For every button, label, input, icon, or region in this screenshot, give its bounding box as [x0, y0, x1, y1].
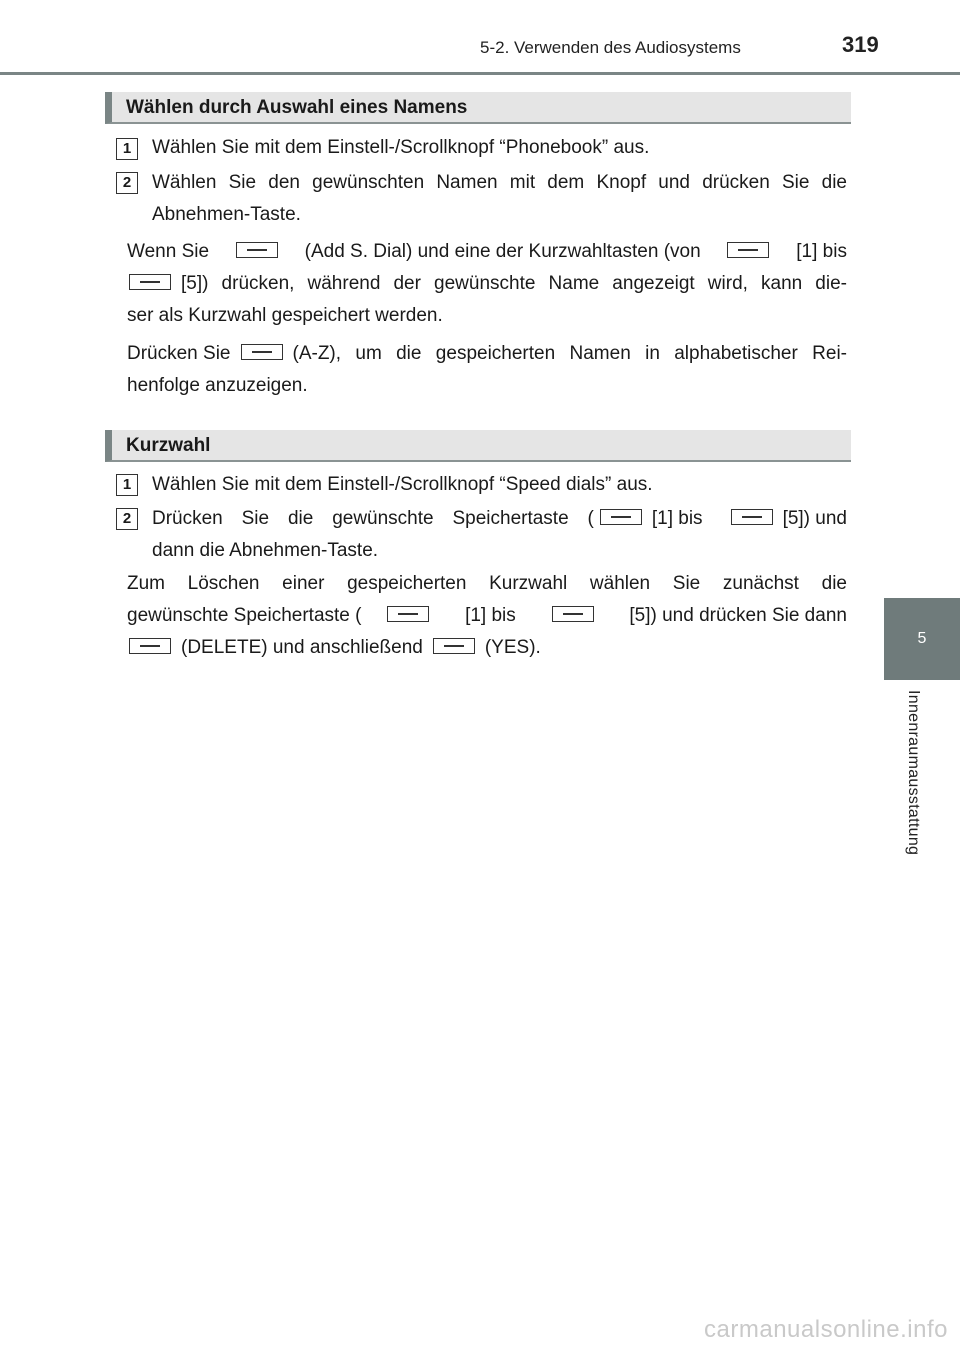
note-paragraph [127, 236, 847, 332]
step-number: 2 [116, 172, 138, 194]
note-text: (YES). [484, 637, 541, 658]
step-number: 1 [116, 474, 138, 496]
step-line: Drücken Sie die gewünschte Speichertaste ( [152, 508, 594, 529]
section-title: Wählen durch Auswahl eines Namens [126, 97, 468, 118]
note-text: Zum Löschen einer gespeicherten Kurzwahl wählen Sie zunächst die [127, 573, 847, 594]
button-key-icon [387, 606, 429, 622]
step-line: Abnehmen-Taste. [152, 204, 301, 225]
section-heading [105, 430, 851, 462]
step-number: 2 [116, 508, 138, 530]
step-line: [1] bis [651, 508, 703, 529]
button-key-icon [129, 274, 171, 290]
note-text: [5]) und drücken Sie dann [629, 605, 847, 626]
button-key-icon [727, 242, 769, 258]
step-text [152, 503, 847, 567]
note-text: [1] bis [465, 605, 516, 626]
note-text: Wenn Sie [127, 241, 210, 262]
button-key-icon [433, 638, 475, 654]
button-key-icon [241, 344, 283, 360]
note-text: henfolge anzuzeigen. [127, 375, 308, 396]
header-divider [0, 72, 960, 75]
step-text: Wählen Sie mit dem Einstell-/Scrollknopf “Speed dials” aus. [152, 474, 653, 495]
step-text: Wählen Sie mit dem Einstell-/Scrollknopf “Phonebook” aus. [152, 137, 650, 158]
note-text: Drücken Sie [127, 343, 231, 364]
button-key-icon [731, 509, 773, 525]
note-text: (A-Z), um die gespeicherten Namen in alphabetischer Rei- [292, 343, 847, 364]
chapter-title: Innenraumausstattung [905, 690, 922, 856]
watermark: carmanualsonline.info [704, 1316, 948, 1343]
step-number: 1 [116, 138, 138, 160]
step-line: Wählen Sie den gewünschten Namen mit dem Knopf und drücken Sie die [152, 172, 847, 193]
step-text [152, 167, 847, 231]
note-text: gewünschte Speichertaste ( [127, 605, 362, 626]
button-key-icon [129, 638, 171, 654]
note-text: [1] bis [796, 241, 847, 262]
note-paragraph [127, 338, 847, 402]
step-line: [5]) und [782, 508, 847, 529]
chapter-tab: 5 [884, 598, 960, 680]
note-paragraph [127, 568, 847, 664]
note-text: (Add S. Dial) und eine der Kurzwahltasten (von [304, 241, 701, 262]
section-title: Kurzwahl [126, 435, 211, 456]
note-text: ser als Kurzwahl gespeichert werden. [127, 305, 443, 326]
note-text: (DELETE) und anschließend [181, 637, 423, 658]
button-key-icon [600, 509, 642, 525]
section-heading [105, 92, 851, 124]
button-key-icon [552, 606, 594, 622]
page-number: 319 [842, 32, 879, 57]
button-key-icon [236, 242, 278, 258]
running-header: 5-2. Verwenden des Audiosystems [480, 38, 741, 57]
note-text: [5]) drücken, während der gewünschte Name angezeigt wird, kann die- [181, 273, 847, 294]
step-line: dann die Abnehmen-Taste. [152, 540, 379, 561]
